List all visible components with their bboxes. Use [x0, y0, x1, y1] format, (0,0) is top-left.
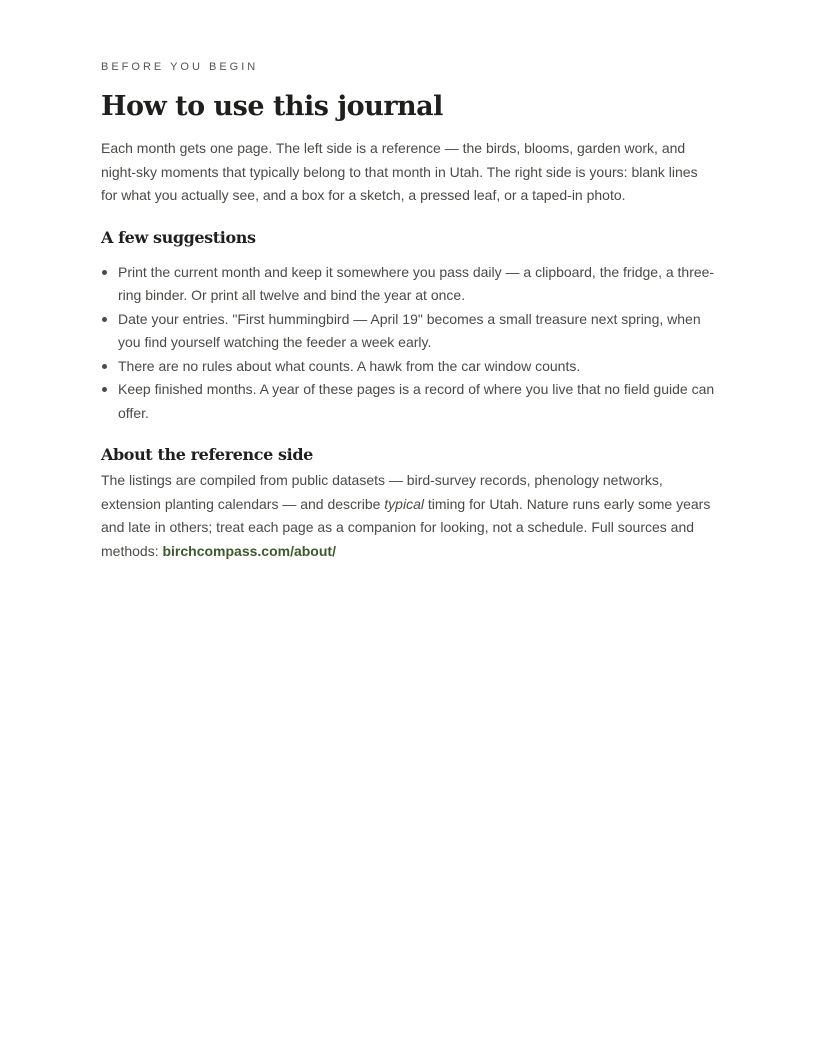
- about-text-emphasis: typical: [384, 495, 424, 512]
- eyebrow-label: BEFORE YOU BEGIN: [101, 61, 259, 73]
- page-title: How to use this journal: [101, 91, 443, 122]
- suggestions-list: [101, 261, 716, 426]
- list-item: [101, 378, 716, 425]
- list-item-text: Keep finished months. A year of these pages is a record of where you live that no field guide can offer.: [118, 381, 715, 421]
- list-item: [101, 261, 716, 308]
- about-text-end: timing for Utah. Nature runs early some years and late in others; treat each page as a companion for looking, not a schedule. Full sources and methods:: [101, 495, 711, 559]
- bullet-icon: [102, 364, 107, 369]
- list-item-text: Date your entries. "First hummingbird — April 19" becomes a small treasure next spring, when you find yourself watching the feeder a week early.: [118, 310, 701, 350]
- list-item-text: There are no rules about what counts. A hawk from the car window counts.: [118, 357, 581, 374]
- suggestions-heading: A few suggestions: [101, 227, 256, 247]
- list-item: [101, 355, 716, 379]
- list-item-text: Print the current month and keep it somewhere you pass daily — a clipboard, the fridge, a three-ring binder. Or print all twelve and bind the year at once.: [118, 263, 715, 303]
- about-text-start: The listings are compiled from public datasets — bird-survey records, phenology networks, extension planting calendars — and describe: [101, 472, 663, 512]
- about-paragraph: [101, 469, 716, 563]
- journal-page: [101, 58, 716, 563]
- about-sources-link[interactable]: birchcompass.com/about/: [162, 542, 336, 559]
- about-heading: About the reference side: [101, 445, 313, 464]
- list-item: [101, 308, 716, 355]
- bullet-icon: [102, 387, 107, 392]
- bullet-icon: [102, 317, 107, 322]
- bullet-icon: [102, 270, 107, 275]
- intro-paragraph: Each month gets one page. The left side is a reference — the birds, blooms, garden work, and night-sky moments that typically belong to that month in Utah. The right side is yours: blank lines for what you actually see, and a box for a sketch, a pressed leaf, or a taped-in photo.: [101, 140, 698, 203]
